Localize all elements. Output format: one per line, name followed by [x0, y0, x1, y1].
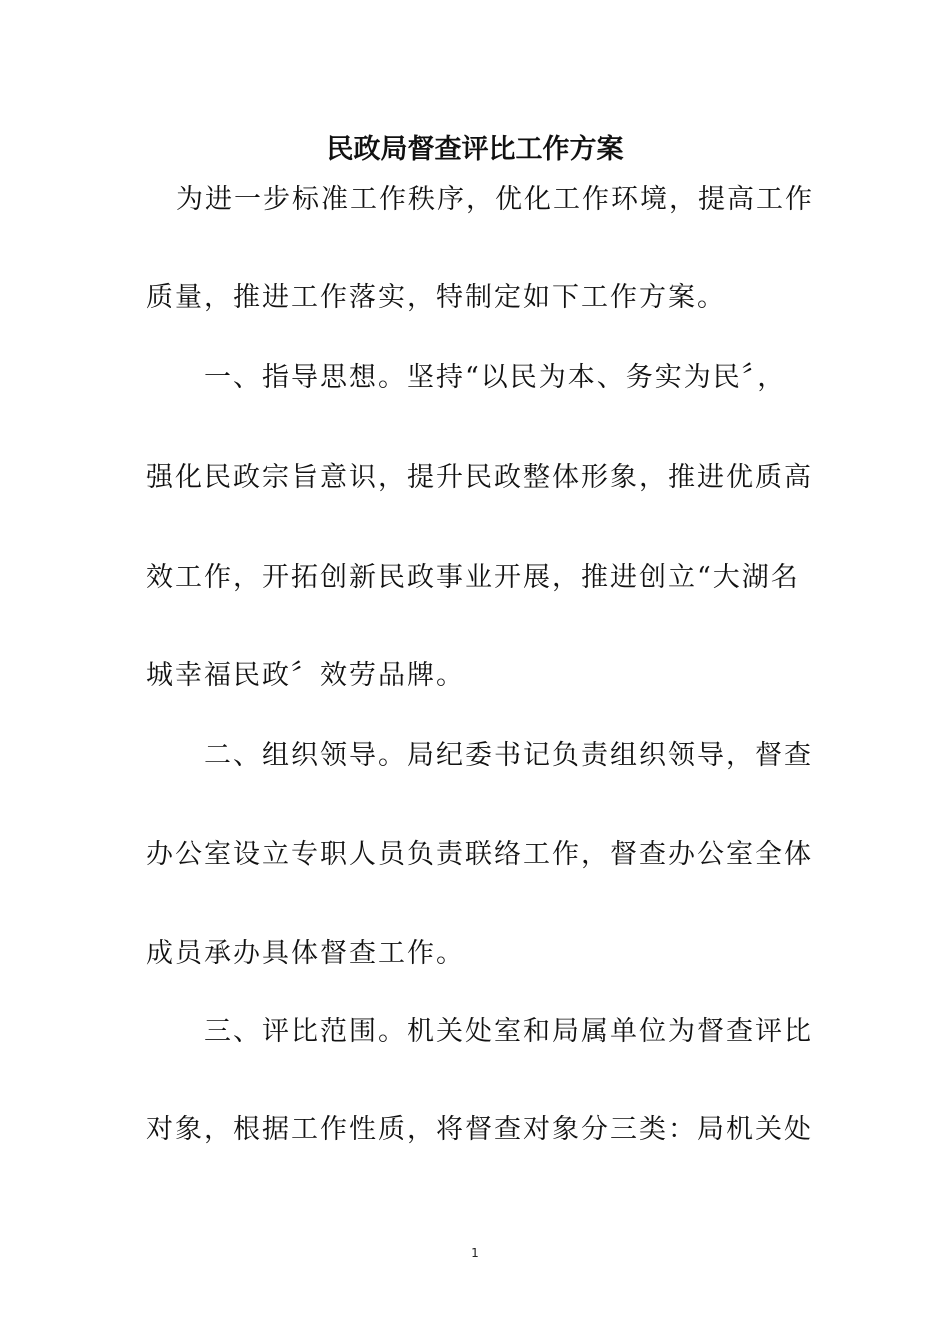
paragraph-line: 城幸福民政〞效劳品牌。: [146, 660, 465, 691]
paragraph-line: 成员承办具体督查工作。: [146, 938, 465, 969]
paragraph-line: 为进一步标准工作秩序，优化工作环境，提高工作: [176, 184, 814, 215]
paragraph-line: 质量，推进工作落实，特制定如下工作方案。: [146, 282, 726, 313]
paragraph-line: 办公室设立专职人员负责联络工作，督查办公室全体: [146, 839, 813, 870]
document-title: 民政局督查评比工作方案: [326, 134, 624, 165]
page-number: 1: [471, 1246, 479, 1260]
paragraph-line: 二、组织领导。局纪委书记负责组织领导，督查: [204, 740, 813, 771]
paragraph-line: 三、评比范围。机关处室和局属单位为督查评比: [204, 1016, 813, 1047]
paragraph-line: 效工作，开拓创新民政事业开展，推进创立“大湖名: [146, 562, 800, 593]
paragraph-line: 一、指导思想。坚持“以民为本、务实为民〞，: [204, 362, 787, 393]
paragraph-line: 强化民政宗旨意识，提升民政整体形象，推进优质高: [146, 462, 813, 493]
paragraph-line: 对象，根据工作性质，将督查对象分三类：局机关处: [146, 1114, 813, 1145]
